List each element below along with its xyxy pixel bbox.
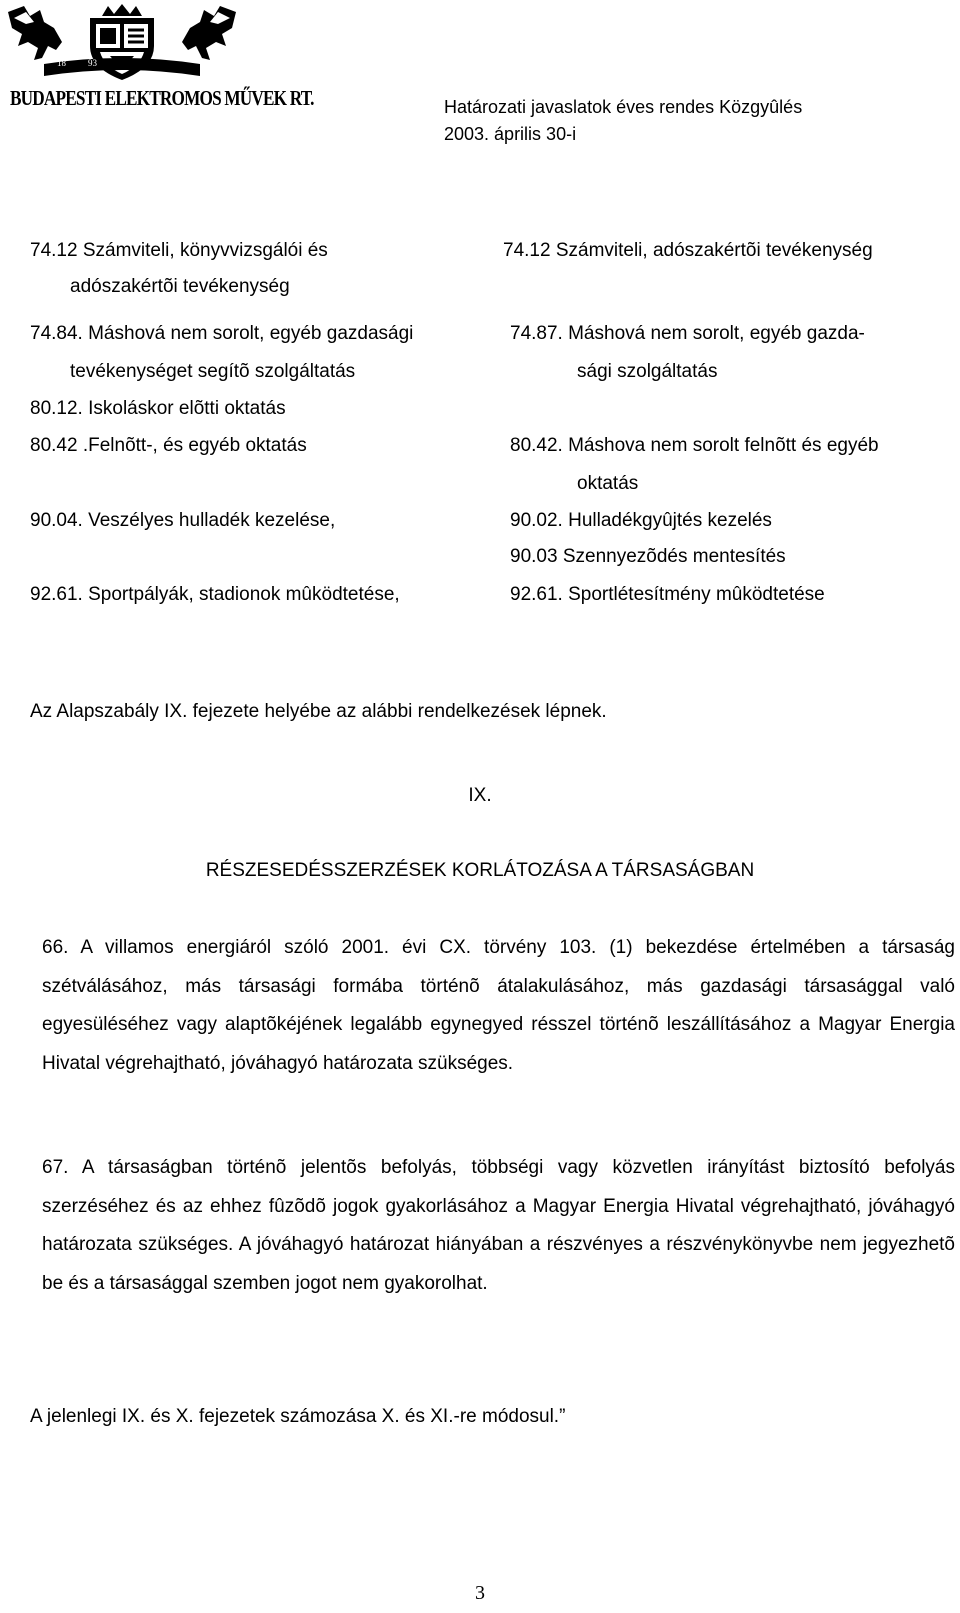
paragraph-66: 66. A villamos energiáról szóló 2001. évi CX. törvény 103. (1) bekezdése értelmében a társaság szétválásához, más társasági formába történõ átalakulásához, más gazdasági társasággal való egyesüléséhez vagy alaptõkéjének legalább egynegyed résszel történõ leszállításához a Magyar Energia Hivatal végrehajtható, jóváhagyó határozata szükséges.	[42, 937, 955, 1074]
logo-year-right: 93	[88, 58, 97, 68]
right-item-6: 92.61. Sportlétesítmény mûködtetése	[510, 584, 825, 605]
left-item-1: 74.12 Számviteli, könyvvizsgálói és	[30, 240, 328, 261]
left-item-2-cont: tevékenységet segítõ szolgáltatás	[70, 361, 356, 382]
left-item-6: 92.61. Sportpályák, stadionok mûködtetése,	[30, 584, 400, 605]
right-item-1: 74.12 Számviteli, adószakértõi tevékenység	[503, 240, 873, 261]
left-item-2: 74.84. Máshová nem sorolt, egyéb gazdasági	[30, 323, 414, 344]
right-item-3: 80.42. Máshova nem sorolt felnõtt és egyéb	[510, 435, 879, 456]
left-item-3: 80.12. Iskoláskor elõtti oktatás	[30, 398, 286, 419]
right-item-3-cont: oktatás	[577, 473, 639, 494]
right-item-4: 90.02. Hulladékgyûjtés kezelés	[510, 510, 772, 531]
left-item-4: 80.42 .Felnõtt-, és egyéb oktatás	[30, 435, 307, 456]
right-item-2: 74.87. Máshová nem sorolt, egyéb gazda-	[510, 323, 865, 344]
company-logo	[4, 2, 314, 112]
logo-year-left: 18	[57, 58, 66, 68]
header-title: Határozati javaslatok éves rendes Közgyûlés	[444, 97, 803, 117]
right-item-2-cont: sági szolgáltatás	[577, 361, 718, 382]
left-item-1-cont: adószakértõi tevékenység	[70, 276, 290, 297]
page-number: 3	[475, 1582, 485, 1604]
intro-text: Az Alapszabály IX. fejezete helyébe az alábbi rendelkezések lépnek.	[30, 701, 607, 722]
header-date: 2003. április 30-i	[444, 124, 577, 144]
chapter-title: RÉSZESEDÉSSZERZÉSEK KORLÁTOZÁSA A TÁRSASÁGBAN	[205, 860, 755, 881]
coat-of-arms-icon	[4, 2, 240, 88]
logo-company-name: BUDAPESTI ELEKTROMOS MŰVEK RT.	[10, 86, 314, 110]
left-item-5: 90.04. Veszélyes hulladék kezelése,	[30, 510, 336, 531]
closing-text: A jelenlegi IX. és X. fejezetek számozása X. és XI.-re módosul.”	[30, 1406, 566, 1427]
right-item-5: 90.03 Szennyezõdés mentesítés	[510, 546, 786, 567]
chapter-number: IX.	[468, 785, 492, 806]
paragraph-67: 67. A társaságban történõ jelentõs befolyás, többségi vagy közvetlen irányítást biztosító befolyás szerzéséhez és az ehhez fûzõdõ jogok gyakorlásához a Magyar Energia Hivatal végrehajtható, jóváhagyó határozata szükséges. A jóváhagyó határozat hiányában a részvényes a részvénykönyvbe nem jegyezhetõ be és a társasággal szemben jogot nem gyakorolhat.	[42, 1157, 955, 1294]
